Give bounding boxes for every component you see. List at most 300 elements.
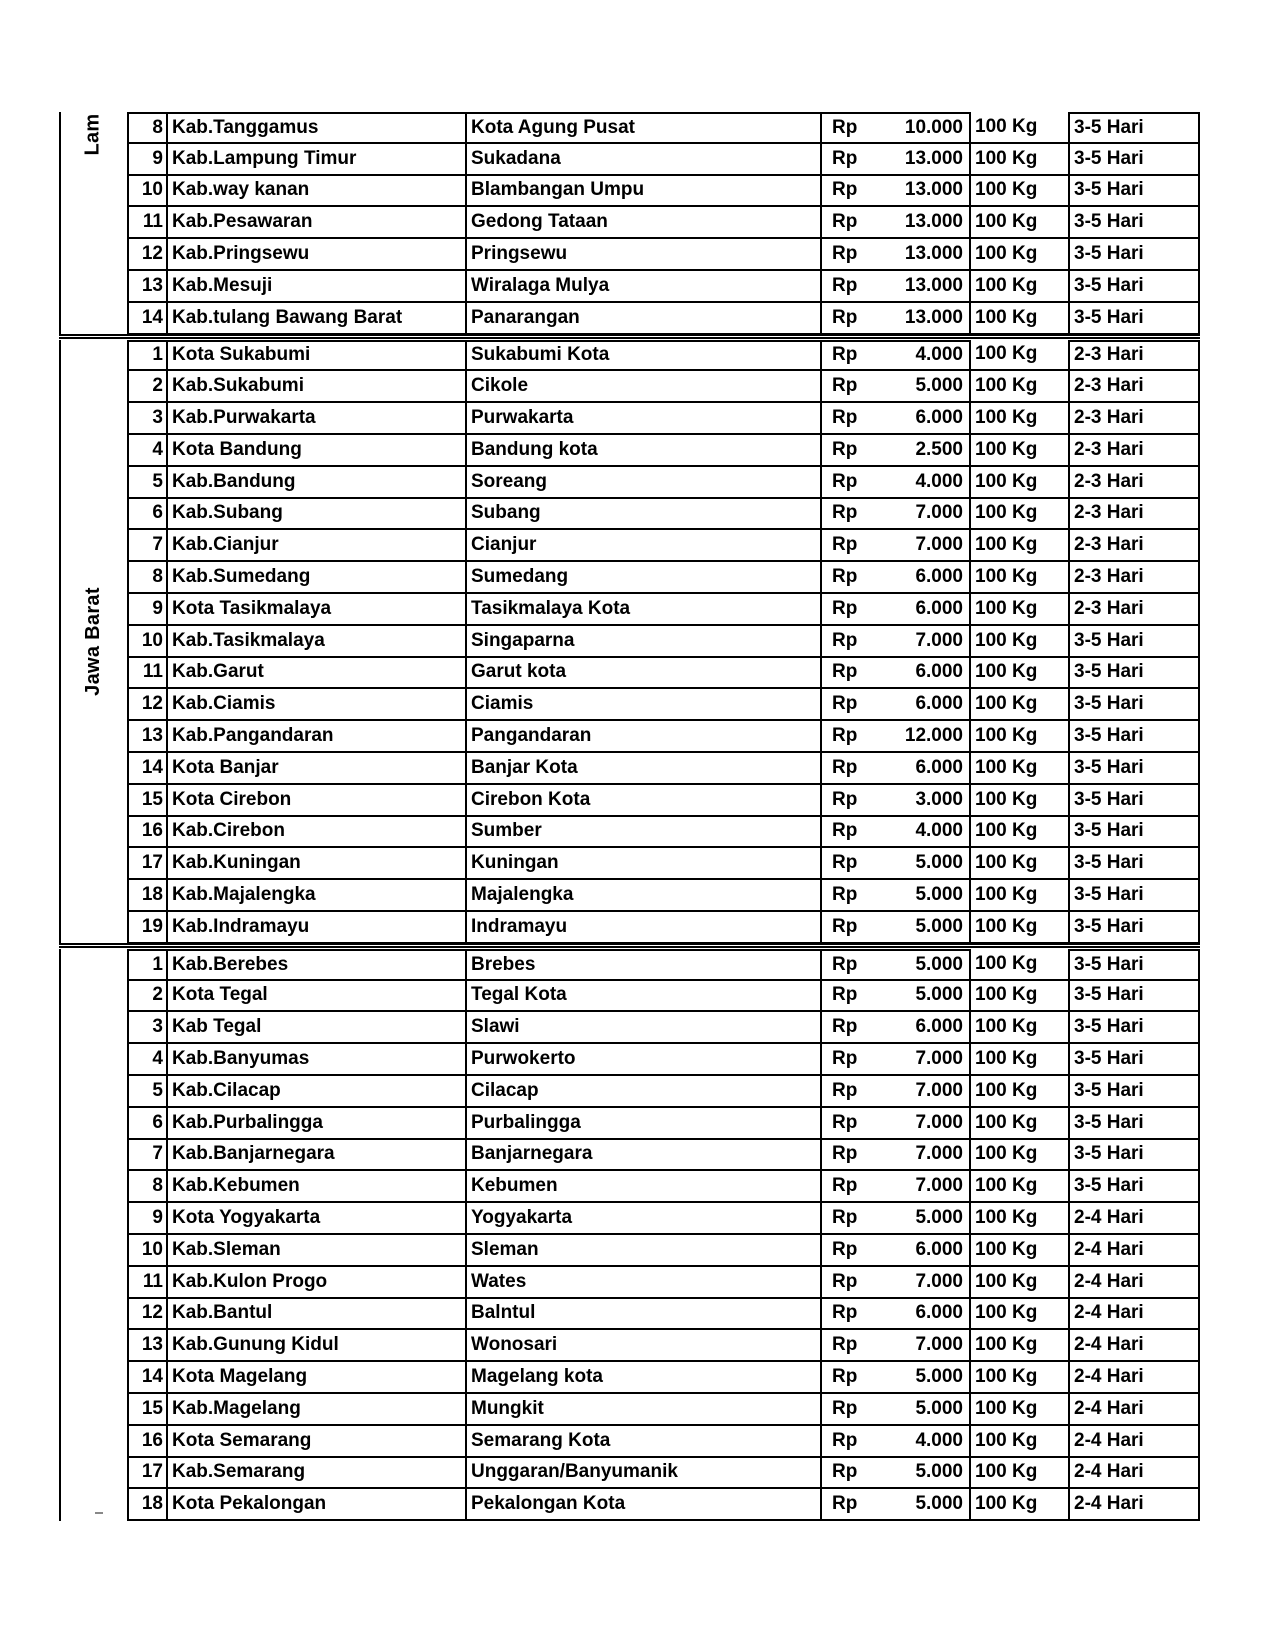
currency-label: Rp [832,597,858,619]
price-cell [820,880,969,912]
currency-label: Rp [832,1302,858,1324]
weight-cell: 100 Kg [969,176,1068,208]
currency-label: Rp [832,1207,858,1229]
kabupaten-cell: Kab.Cilacap [166,1076,465,1108]
duration-cell: 3-5 Hari [1068,176,1200,208]
weight-cell: 100 Kg [969,1203,1068,1235]
kecamatan-cell: Tasikmalaya Kota [465,594,820,626]
kabupaten-cell: Kab.Purbalingga [166,1108,465,1140]
duration-cell: 3-5 Hari [1068,949,1200,981]
weight-cell: 100 Kg [969,435,1068,467]
kabupaten-cell: Kota Magelang [166,1362,465,1394]
duration-cell: 3-5 Hari [1068,303,1200,335]
table-row [127,1394,1200,1426]
weight-cell: 100 Kg [969,1362,1068,1394]
kabupaten-cell: Kab.Garut [166,658,465,690]
price-value: 12.000 [904,725,963,747]
kabupaten-cell: Kab.Kebumen [166,1171,465,1203]
currency-label: Rp [832,884,858,906]
table-row [127,689,1200,721]
kabupaten-cell: Kab.Cirebon [166,817,465,849]
table-row [127,403,1200,435]
weight-cell: 100 Kg [969,207,1068,239]
row-number-cell: 4 [127,1044,166,1076]
table-row [127,1140,1200,1172]
duration-cell: 2-4 Hari [1068,1362,1200,1394]
weight-cell: 100 Kg [969,403,1068,435]
weight-cell: 100 Kg [969,1108,1068,1140]
row-number-cell: 14 [127,753,166,785]
price-cell [820,1394,969,1426]
price-value: 6.000 [915,566,963,588]
kecamatan-cell: Pekalongan Kota [465,1489,820,1521]
duration-cell: 2-4 Hari [1068,1235,1200,1267]
price-value: 5.000 [915,375,963,397]
price-value: 5.000 [915,1493,963,1515]
kabupaten-cell: Kab.tulang Bawang Barat [166,303,465,335]
price-value: 13.000 [904,243,963,265]
table-row [127,658,1200,690]
price-value: 7.000 [915,1175,963,1197]
table-row [127,1426,1200,1458]
row-number-cell: 5 [127,1076,166,1108]
currency-label: Rp [832,179,858,201]
row-number-cell: 2 [127,981,166,1013]
kabupaten-cell: Kab.Semarang [166,1458,465,1490]
currency-label: Rp [832,116,858,138]
weight-cell: 100 Kg [969,530,1068,562]
row-number-cell: 8 [127,112,166,144]
weight-cell: 100 Kg [969,1140,1068,1172]
duration-cell: 3-5 Hari [1068,880,1200,912]
kecamatan-cell: Blambangan Umpu [465,176,820,208]
kecamatan-cell: Mungkit [465,1394,820,1426]
price-value: 5.000 [915,1207,963,1229]
currency-label: Rp [832,725,858,747]
duration-cell: 2-4 Hari [1068,1299,1200,1331]
stray-dash-mark [95,1512,103,1514]
currency-label: Rp [832,534,858,556]
table-row [127,981,1200,1013]
row-number-cell: 16 [127,1426,166,1458]
price-cell [820,753,969,785]
row-number-cell: 8 [127,1171,166,1203]
kecamatan-cell: Pringsewu [465,239,820,271]
weight-cell: 100 Kg [969,626,1068,658]
price-value: 6.000 [915,1016,963,1038]
duration-cell: 3-5 Hari [1068,753,1200,785]
table-row [127,1171,1200,1203]
price-cell [820,562,969,594]
kabupaten-cell: Kab.way kanan [166,176,465,208]
kecamatan-cell: Pangandaran [465,721,820,753]
price-value: 6.000 [915,597,963,619]
currency-label: Rp [832,1111,858,1133]
duration-cell: 3-5 Hari [1068,981,1200,1013]
currency-label: Rp [832,438,858,460]
price-cell [820,1489,969,1521]
kecamatan-cell: Kebumen [465,1171,820,1203]
duration-cell: 2-3 Hari [1068,499,1200,531]
table-row [127,239,1200,271]
weight-cell: 100 Kg [969,1426,1068,1458]
kecamatan-cell: Yogyakarta [465,1203,820,1235]
table-row [127,530,1200,562]
table-row [127,1489,1200,1521]
table-row [127,435,1200,467]
kabupaten-cell: Kab.Kuningan [166,848,465,880]
row-number-cell: 11 [127,207,166,239]
duration-cell: 2-4 Hari [1068,1458,1200,1490]
kecamatan-cell: Wonosari [465,1330,820,1362]
kecamatan-cell: Kota Agung Pusat [465,112,820,144]
duration-cell: 2-3 Hari [1068,340,1200,372]
currency-label: Rp [832,1143,858,1165]
price-cell [820,594,969,626]
row-number-cell: 13 [127,271,166,303]
price-cell [820,949,969,981]
province-label [59,112,127,157]
weight-cell: 100 Kg [969,785,1068,817]
price-value: 5.000 [915,852,963,874]
table-row [127,562,1200,594]
price-cell [820,689,969,721]
kabupaten-cell: Kab.Gunung Kidul [166,1330,465,1362]
kecamatan-cell: Ciamis [465,689,820,721]
row-number-cell: 3 [127,1012,166,1044]
kabupaten-cell: Kab.Indramayu [166,912,465,944]
section-divider [59,334,1200,339]
kabupaten-cell: Kota Pekalongan [166,1489,465,1521]
price-cell [820,499,969,531]
row-number-cell: 15 [127,1394,166,1426]
currency-label: Rp [832,693,858,715]
table-row [127,949,1200,981]
table-row [127,340,1200,372]
table-row [127,1108,1200,1140]
kecamatan-cell: Cikole [465,371,820,403]
table-row [127,1076,1200,1108]
kabupaten-cell: Kota Tasikmalaya [166,594,465,626]
price-cell [820,721,969,753]
price-cell [820,626,969,658]
currency-label: Rp [832,820,858,842]
weight-cell: 100 Kg [969,848,1068,880]
price-value: 5.000 [915,953,963,975]
weight-cell: 100 Kg [969,1044,1068,1076]
kecamatan-cell: Sleman [465,1235,820,1267]
row-number-cell: 14 [127,303,166,335]
price-cell [820,207,969,239]
duration-cell: 2-3 Hari [1068,562,1200,594]
kecamatan-cell: Cilacap [465,1076,820,1108]
price-value: 5.000 [915,915,963,937]
price-value: 7.000 [915,1270,963,1292]
table-row [127,1203,1200,1235]
weight-cell: 100 Kg [969,1458,1068,1490]
table-row [127,1330,1200,1362]
weight-cell: 100 Kg [969,721,1068,753]
row-number-cell: 12 [127,1299,166,1331]
table-row [127,371,1200,403]
price-value: 4.000 [915,470,963,492]
table-row [127,144,1200,176]
weight-cell: 100 Kg [969,271,1068,303]
price-cell [820,817,969,849]
kabupaten-cell: Kota Cirebon [166,785,465,817]
price-cell [820,912,969,944]
currency-label: Rp [832,1366,858,1388]
price-cell [820,144,969,176]
price-cell [820,1235,969,1267]
duration-cell: 2-4 Hari [1068,1267,1200,1299]
kabupaten-cell: Kab.Tanggamus [166,112,465,144]
row-number-cell: 17 [127,848,166,880]
table-row [127,1362,1200,1394]
kecamatan-cell: Subang [465,499,820,531]
weight-cell: 100 Kg [969,562,1068,594]
table-row [127,207,1200,239]
price-cell [820,1330,969,1362]
price-cell [820,112,969,144]
kecamatan-cell: Purwokerto [465,1044,820,1076]
price-cell [820,371,969,403]
table-row [127,721,1200,753]
kabupaten-cell: Kab.Pringsewu [166,239,465,271]
province-label-text: Jawa Barat [81,587,104,696]
kecamatan-cell: Slawi [465,1012,820,1044]
price-value: 4.000 [915,820,963,842]
table-row [127,880,1200,912]
table-row [127,785,1200,817]
kabupaten-cell: Kab.Pesawaran [166,207,465,239]
row-number-cell: 6 [127,499,166,531]
row-number-cell: 12 [127,689,166,721]
table-row [127,271,1200,303]
table-row [127,303,1200,335]
kabupaten-cell: Kab.Sleman [166,1235,465,1267]
row-number-cell: 10 [127,1235,166,1267]
price-cell [820,1426,969,1458]
weight-cell: 100 Kg [969,1171,1068,1203]
row-number-cell: 9 [127,144,166,176]
price-value: 6.000 [915,693,963,715]
row-number-cell: 9 [127,1203,166,1235]
kecamatan-cell: Soreang [465,467,820,499]
price-cell [820,303,969,335]
weight-cell: 100 Kg [969,817,1068,849]
duration-cell: 3-5 Hari [1068,271,1200,303]
currency-label: Rp [832,788,858,810]
currency-label: Rp [832,243,858,265]
price-cell [820,403,969,435]
kabupaten-cell: Kab.Bantul [166,1299,465,1331]
currency-label: Rp [832,566,858,588]
row-number-cell: 16 [127,817,166,849]
row-number-cell: 5 [127,467,166,499]
duration-cell: 3-5 Hari [1068,207,1200,239]
duration-cell: 2-3 Hari [1068,403,1200,435]
duration-cell: 2-4 Hari [1068,1426,1200,1458]
kecamatan-cell: Banjar Kota [465,753,820,785]
weight-cell: 100 Kg [969,112,1068,144]
kabupaten-cell: Kab.Subang [166,499,465,531]
duration-cell: 3-5 Hari [1068,689,1200,721]
kecamatan-cell: Singaparna [465,626,820,658]
row-number-cell: 1 [127,949,166,981]
price-cell [820,658,969,690]
kabupaten-cell: Kab.Magelang [166,1394,465,1426]
weight-cell: 100 Kg [969,594,1068,626]
weight-cell: 100 Kg [969,1235,1068,1267]
weight-cell: 100 Kg [969,880,1068,912]
kabupaten-cell: Kab.Banyumas [166,1044,465,1076]
currency-label: Rp [832,1429,858,1451]
kabupaten-cell: Kab.Pangandaran [166,721,465,753]
kecamatan-cell: Tegal Kota [465,981,820,1013]
row-number-cell: 4 [127,435,166,467]
kecamatan-cell: Wates [465,1267,820,1299]
currency-label: Rp [832,407,858,429]
row-number-cell: 19 [127,912,166,944]
weight-cell: 100 Kg [969,1012,1068,1044]
kecamatan-cell: Panarangan [465,303,820,335]
table-row [127,1299,1200,1331]
currency-label: Rp [832,1016,858,1038]
price-value: 7.000 [915,502,963,524]
price-value: 13.000 [904,179,963,201]
price-cell [820,1458,969,1490]
table-row [127,753,1200,785]
price-value: 7.000 [915,1143,963,1165]
table-row [127,467,1200,499]
price-cell [820,1203,969,1235]
province-label-text: Lam [81,113,104,156]
currency-label: Rp [832,1334,858,1356]
currency-label: Rp [832,470,858,492]
price-value: 5.000 [915,1397,963,1419]
currency-label: Rp [832,375,858,397]
kabupaten-cell: Kab.Banjarnegara [166,1140,465,1172]
province-label [59,340,127,944]
price-value: 6.000 [915,1238,963,1260]
currency-label: Rp [832,984,858,1006]
kecamatan-cell: Wiralaga Mulya [465,271,820,303]
weight-cell: 100 Kg [969,689,1068,721]
row-number-cell: 7 [127,530,166,562]
table-row [127,1458,1200,1490]
kecamatan-cell: Purbalingga [465,1108,820,1140]
table-row [127,1012,1200,1044]
row-number-cell: 9 [127,594,166,626]
price-cell [820,340,969,372]
kabupaten-cell: Kab Tegal [166,1012,465,1044]
kabupaten-cell: Kota Tegal [166,981,465,1013]
price-value: 6.000 [915,407,963,429]
table-row [127,1044,1200,1076]
kecamatan-cell: Sumber [465,817,820,849]
row-number-cell: 8 [127,562,166,594]
price-value: 7.000 [915,1079,963,1101]
price-value: 6.000 [915,661,963,683]
price-value: 5.000 [915,984,963,1006]
weight-cell: 100 Kg [969,912,1068,944]
price-value: 4.000 [915,344,963,366]
weight-cell: 100 Kg [969,1076,1068,1108]
currency-label: Rp [832,211,858,233]
kabupaten-cell: Kota Sukabumi [166,340,465,372]
currency-label: Rp [832,756,858,778]
price-cell [820,1076,969,1108]
kabupaten-cell: Kab.Mesuji [166,271,465,303]
price-value: 4.000 [915,1429,963,1451]
duration-cell: 3-5 Hari [1068,1171,1200,1203]
row-number-cell: 7 [127,1140,166,1172]
row-number-cell: 10 [127,626,166,658]
duration-cell: 3-5 Hari [1068,1076,1200,1108]
price-value: 10.000 [904,116,963,138]
row-number-cell: 15 [127,785,166,817]
row-number-cell: 18 [127,1489,166,1521]
price-cell [820,176,969,208]
row-number-cell: 11 [127,658,166,690]
price-cell [820,1267,969,1299]
price-cell [820,271,969,303]
currency-label: Rp [832,274,858,296]
duration-cell: 2-4 Hari [1068,1330,1200,1362]
duration-cell: 3-5 Hari [1068,239,1200,271]
price-value: 7.000 [915,1111,963,1133]
weight-cell: 100 Kg [969,1330,1068,1362]
currency-label: Rp [832,147,858,169]
duration-cell: 3-5 Hari [1068,912,1200,944]
table-row [127,176,1200,208]
price-cell [820,435,969,467]
table-row [127,499,1200,531]
price-cell [820,1171,969,1203]
price-value: 13.000 [904,211,963,233]
kecamatan-cell: Gedong Tataan [465,207,820,239]
weight-cell: 100 Kg [969,303,1068,335]
currency-label: Rp [832,1270,858,1292]
table-row [127,1235,1200,1267]
price-cell [820,1108,969,1140]
weight-cell: 100 Kg [969,1394,1068,1426]
weight-cell: 100 Kg [969,371,1068,403]
weight-cell: 100 Kg [969,144,1068,176]
currency-label: Rp [832,629,858,651]
duration-cell: 3-5 Hari [1068,721,1200,753]
row-number-cell: 13 [127,721,166,753]
kecamatan-cell: Sumedang [465,562,820,594]
weight-cell: 100 Kg [969,658,1068,690]
table-row [127,626,1200,658]
duration-cell: 2-4 Hari [1068,1203,1200,1235]
duration-cell: 2-3 Hari [1068,435,1200,467]
table-row [127,848,1200,880]
kabupaten-cell: Kota Banjar [166,753,465,785]
kabupaten-cell: Kab.Sukabumi [166,371,465,403]
currency-label: Rp [832,344,858,366]
currency-label: Rp [832,661,858,683]
kecamatan-cell: Banjarnegara [465,1140,820,1172]
weight-cell: 100 Kg [969,239,1068,271]
table-row [127,817,1200,849]
price-value: 2.500 [915,438,963,460]
weight-cell: 100 Kg [969,949,1068,981]
kabupaten-cell: Kab.Lampung Timur [166,144,465,176]
table-row [127,112,1200,144]
